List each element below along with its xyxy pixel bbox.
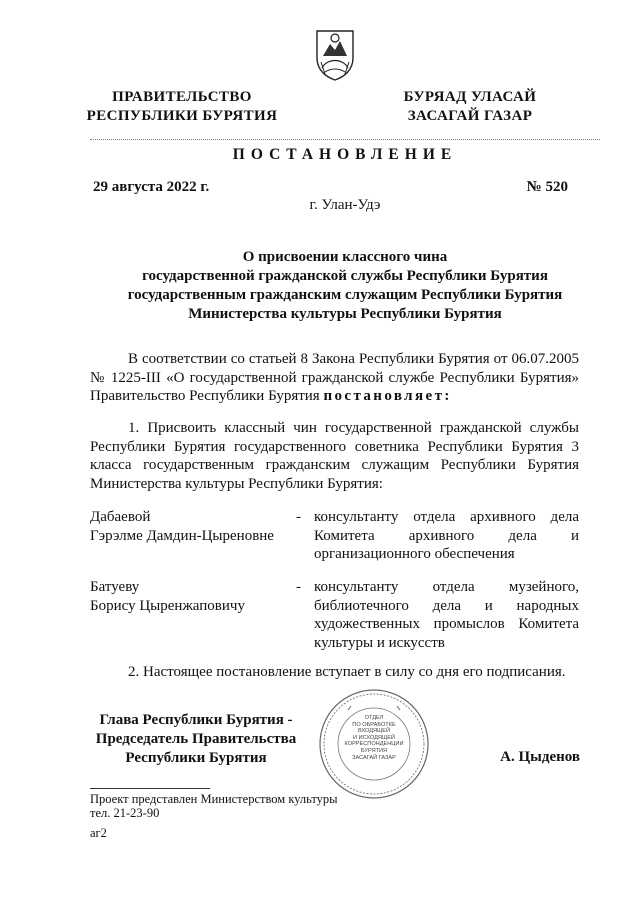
point-2-paragraph: 2. Настоящее постановление вступает в силу со дня его подписания.: [128, 664, 566, 680]
header-divider: [90, 139, 600, 140]
person-position: консультанту отдела архивного дела Комитета архивного дела и организационного обеспечения: [314, 509, 579, 562]
subject-line: Министерства культуры Республики Бурятия: [188, 306, 502, 322]
header-left-line1: ПРАВИТЕЛЬСТВО: [112, 89, 252, 105]
stamp-line: ПО ОБРАБОТКЕ ВХОДЯЩЕЙ: [352, 721, 396, 735]
government-name-buryat: [385, 88, 555, 126]
footer-line: Проект представлен Министерством культуры: [90, 792, 338, 806]
person-position: консультанту отдела музейного, библиотечного дела и народных художественных промыслов Комитета культуры и искусств: [314, 579, 579, 651]
official-stamp: [318, 688, 430, 800]
preamble-paragraph: [90, 350, 579, 406]
republic-emblem: [313, 28, 357, 82]
decree-word: постановляет:: [323, 388, 452, 404]
signatory-title-line: Республики Бурятия: [125, 750, 267, 766]
footer-code: аг2: [90, 826, 107, 840]
government-name-russian: [82, 88, 282, 126]
footer-divider: [90, 788, 210, 789]
list-dash: -: [296, 509, 301, 525]
subject-line: государственным гражданским служащим Республики Бурятия: [127, 287, 563, 303]
document-type: ПОСТАНОВЛЕНИЕ: [232, 146, 458, 163]
document-date: 29 августа 2022 г.: [93, 179, 210, 195]
stamp-text: [342, 715, 406, 761]
header-right-line2: ЗАСАГАЙ ГАЗАР: [407, 108, 533, 124]
signatory-title-line: Председатель Правительства: [95, 731, 297, 747]
document-city: г. Улан-Удэ: [309, 197, 381, 213]
subject-line: О присвоении классного чина: [242, 249, 448, 265]
person-surname: Батуеву: [90, 579, 140, 595]
stamp-line: КОРРЕСПОНДЕНЦИИ: [344, 741, 404, 748]
person-given-names: Борису Цыренжаповичу: [90, 597, 245, 614]
person-name: [90, 578, 290, 615]
signatory-title-line: Глава Республики Бурятия -: [99, 712, 293, 728]
signatory-title: [90, 711, 302, 768]
document-number: № 520: [526, 179, 568, 195]
point-1-paragraph: 1. Присвоить классный чин государственной гражданской службы Республики Бурятия государственного советника Республики Бурятия 3 класса государственным гражданским служащим Республики Бурятия Министерства культуры Республики Бурятия:: [90, 420, 579, 492]
person-name: [90, 508, 290, 545]
header-right-line1: БУРЯАД УЛАСАЙ: [403, 89, 537, 105]
document-subject: [90, 248, 600, 324]
stamp-line: ОТДЕЛ: [364, 715, 384, 721]
stamp-line: И ИСХОДЯЩЕЙ: [353, 734, 395, 741]
footer-info: [90, 792, 338, 820]
person-given-names: Гэрэлме Дамдин-Цыреновне: [90, 527, 274, 544]
person-surname: Дабаевой: [90, 509, 151, 525]
stamp-line: БУРЯТИЯ: [360, 747, 388, 754]
stamp-line: ЗАСАГАЙ ГАЗАР: [352, 754, 396, 761]
header-left-line2: РЕСПУБЛИКИ БУРЯТИЯ: [86, 108, 278, 124]
footer-phone: тел. 21-23-90: [90, 806, 160, 820]
preamble-text: В соответствии со статьей 8 Закона Республики Бурятия от 06.07.2005 № 1225-III «О государственной гражданской службе Республики Бурятия» Правительство Республики Бурятия: [90, 351, 579, 404]
signatory-name: А. Цыденов: [500, 749, 580, 765]
subject-line: государственной гражданской службы Республики Бурятия: [142, 268, 548, 284]
list-dash: -: [296, 579, 301, 595]
